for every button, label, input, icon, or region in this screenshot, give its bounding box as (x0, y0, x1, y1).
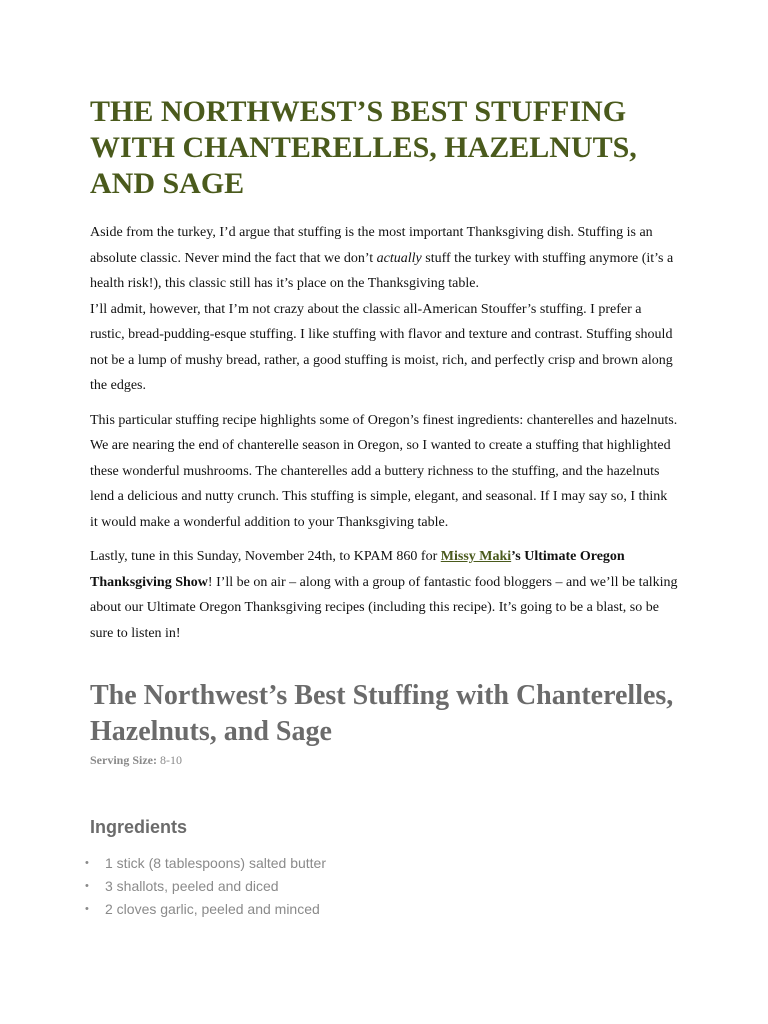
bullet-icon: • (85, 903, 89, 915)
intro-paragraph (90, 220, 678, 297)
article-title: THE NORTHWEST’S BEST STUFFING WITH CHANTERELLES, HAZELNUTS, AND SAGE (90, 95, 637, 200)
radio-text-end: ! I’ll be on air – along with a group of fantastic food bloggers – and we’ll be talking about our Ultimate Oregon Thanksgiving recipes (including this recipe). It’s going to be a blast, so be sure to listen in! (90, 574, 678, 641)
serving-size (90, 752, 678, 768)
radio-paragraph (90, 544, 678, 646)
radio-text-start: Lastly, tune in this Sunday, November 24th, to KPAM 860 for (90, 549, 441, 564)
intro-text-end: stuff the turkey with stuffing anymore (it’s a health risk!), this classic still has it’s place on the Thanksgiving table. (90, 250, 674, 291)
bullet-icon: • (85, 857, 89, 869)
list-item (85, 898, 678, 921)
intro-emphasis: actually (376, 250, 422, 266)
ingredient-text: 1 stick (8 tablespoons) salted butter (105, 855, 327, 871)
ingredient-text: 3 shallots, peeled and diced (105, 878, 279, 894)
list-item (85, 875, 678, 898)
ingredients-paragraph: This particular stuffing recipe highlights some of Oregon’s finest ingredients: chanterelles and hazelnuts. We are nearing the end of chanterelle season in Oregon, so I wanted to create a stuffing that highlighted these wonderful mushrooms. The chanterelles add a buttery richness to the stuffing, and the hazelnuts lend a delicious and nutty crunch. This stuffing is simple, elegant, and seasonal. If I may say so, I think it would make a wonderful addition to your Thanksgiving table. (90, 412, 678, 530)
bullet-icon: • (85, 880, 89, 892)
ingredients-heading: Ingredients (90, 817, 188, 837)
intro-text-start: Aside from the turkey, I’d argue that stuffing is the most important Thanksgiving dish. Stuffing is an absolute classic. Never mind the fact that we don’t (90, 225, 653, 266)
ingredient-text: 2 cloves garlic, peeled and minced (105, 901, 320, 917)
show-name: ’s Ultimate Oregon Thanksgiving Show (90, 549, 625, 590)
missy-maki-link[interactable]: Missy Maki (440, 549, 512, 564)
opinion-paragraph: I’ll admit, however, that I’m not crazy about the classic all-American Stouffer’s stuffing. I prefer a rustic, bread-pudding-esque stuffing. I like stuffing with flavor and texture and contrast. Stuffing should not be a lump of mushy bread, rather, a good stuffing is moist, rich, and perfectly crisp and brown along the edges. (90, 301, 673, 393)
ingredients-list (85, 852, 678, 921)
serving-size-value: 8-10 (157, 753, 182, 767)
serving-size-label: Serving Size: (90, 753, 157, 767)
recipe-title: The Northwest’s Best Stuffing with Chanterelles, Hazelnuts, and Sage (90, 680, 674, 747)
list-item (85, 852, 678, 875)
